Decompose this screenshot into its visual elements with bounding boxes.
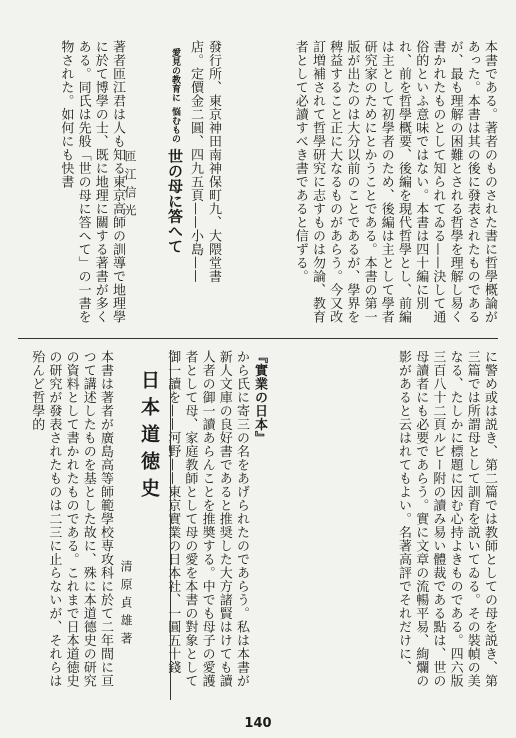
publisher-info-line: 發行所、東京神田南神保町九、大隈堂書 — [206, 40, 221, 283]
reviewer-b-name: 清原貞雄著 — [119, 560, 133, 650]
section-divider — [18, 338, 498, 339]
reviewer-a-name: 匝江信光 — [123, 150, 137, 222]
column-divider — [170, 350, 171, 700]
price-info-line: 店。定價金二圓、四九五頁——小島—— — [188, 40, 203, 283]
book-title-a-main: 世の母に答へて — [166, 148, 184, 254]
review-a-body-text: 著者匝江君は人も知る東京高師の訓導で地理學に於て博學の士、既に地理に關する著書が多くある。同氏は先般「世の母に答へて」の一書を物された。如何にも快書 — [58, 40, 125, 324]
review-a-closing-text: から氏に寄三の名をあげられたのであらう。私は本書が新人文庫の良好書であると推奨した大方諸賢はけても讀人者の御一讀あらんことを推奬する。中でも母子の愛護者として母、家庭教師として母の愛を本書の對象として御一讀を——河野——東京實業の日本社、一圓五十錢 — [165, 350, 249, 688]
book-title-a-subtitle-1: 愛見の教育に — [170, 48, 180, 102]
book-title-b: 日本道徳史 — [138, 370, 160, 505]
page-number: 140 — [244, 716, 272, 731]
book-title-a-subtitle-2: 悩むもの — [170, 107, 180, 144]
review-b-body-text: 本書は著者が廣島高等師範學校専攻科に於て二年間に亘つて講述したものを基とした故に、殊に本道德史の研究の資料として書かれたものである。これまで日本道徳史の研究が發表されたものは二三に止らないが、それらは殆んど哲學的 — [29, 350, 113, 688]
book-title-a — [150, 48, 184, 318]
review-a-intro-text: 本書である。著者のものされた書に哲學概論があった。本書は其の後に發表されたものであるが、最も理解の困難とされる哲學を理解し易く書かれたものとして知られてゐる——決して通俗的といふ意味ではない。本書は四十編に別れ、前を哲學概要、後編を現代哲學とし、前編は主として初學者のため、後編は主として學者研究家のためにとかうことである。本書の第一版が出たのは大分以前のことであるが、學界を稗益すること正に大なるものがあらう。今又改訂増補されて哲學研究に志すものは勿論、教育者として必讀すべき書であると信ずる。 — [292, 40, 497, 324]
review-a-quote: 『實業の日本』 — [252, 350, 267, 445]
review-a-conclusion-text: に警め或は説き、第二篇では教師としての母を説き、第三篇では所謂母として訓育を説いてゐる。その裝幀の美なる、たしかに標題に因む心持よきものである。四六版三百八十二頁ルビー附の讀み易い體裁である點は、世の母讀者にも必要であらう。實に文章の流暢平易、絢爛の影があると云はれてもよい。名著高評でそれだけに、 — [395, 350, 497, 688]
